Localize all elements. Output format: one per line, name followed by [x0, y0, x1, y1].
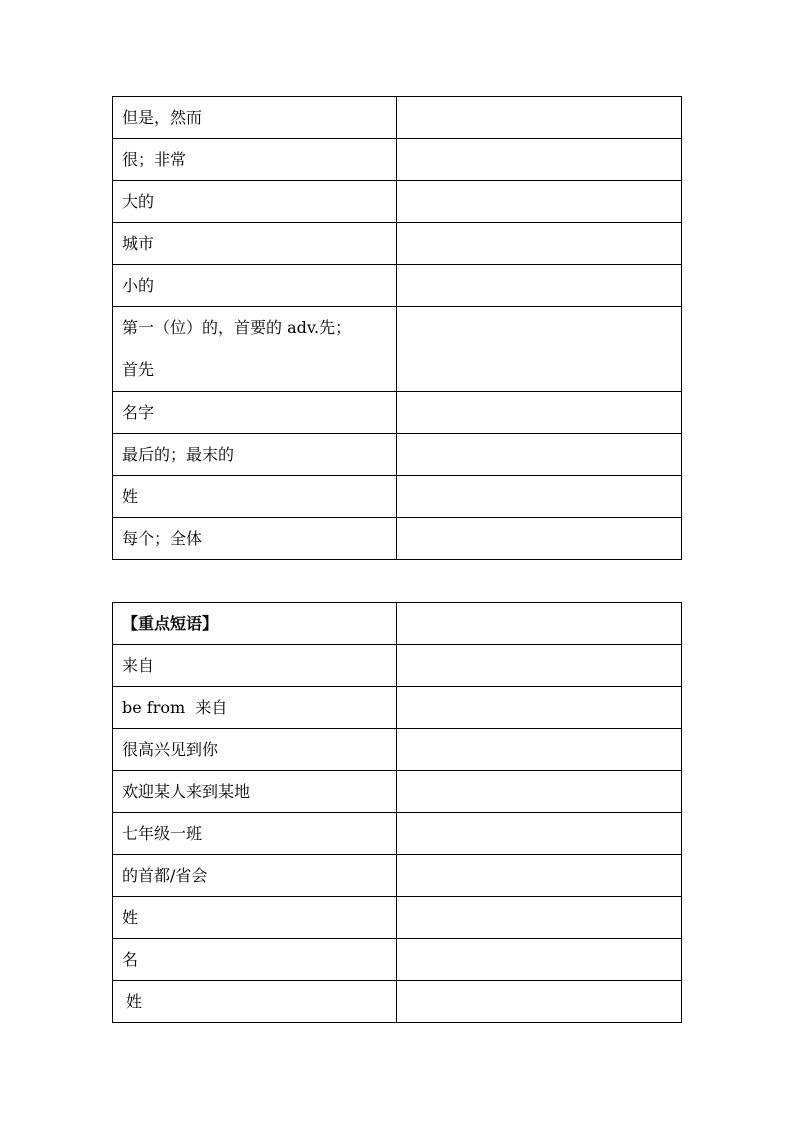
term-cell: 姓: [113, 981, 397, 1023]
table-row: [113, 97, 682, 139]
section-heading: 【重点短语】: [113, 603, 397, 645]
table-row: [113, 518, 682, 560]
term-line: 第一（位）的，首要的 adv.先；: [122, 318, 352, 337]
table-row: [113, 139, 682, 181]
term-cell: 来自: [113, 645, 397, 687]
phrases-table: [112, 602, 682, 1023]
vocabulary-table: [112, 96, 682, 560]
table-header-row: [113, 603, 682, 645]
answer-cell[interactable]: [397, 223, 682, 265]
table-row: [113, 939, 682, 981]
term-cell: 欢迎某人来到某地: [113, 771, 397, 813]
term-cell: 小的: [113, 265, 397, 307]
term-cell: 七年级一班: [113, 813, 397, 855]
term-cell: 最后的；最末的: [113, 434, 397, 476]
term-cell: 名: [113, 939, 397, 981]
answer-cell[interactable]: [397, 939, 682, 981]
answer-cell[interactable]: [397, 687, 682, 729]
answer-cell[interactable]: [397, 307, 682, 392]
answer-cell[interactable]: [397, 518, 682, 560]
answer-cell[interactable]: [397, 855, 682, 897]
answer-cell[interactable]: [397, 265, 682, 307]
table-row: [113, 729, 682, 771]
term-line: 首先: [122, 360, 155, 379]
answer-cell[interactable]: [397, 981, 682, 1023]
term-cell: [113, 307, 397, 392]
term-cell: 的首都/省会: [113, 855, 397, 897]
table-row: [113, 476, 682, 518]
answer-cell[interactable]: [397, 729, 682, 771]
table-row: [113, 223, 682, 265]
answer-cell[interactable]: [397, 603, 682, 645]
table-row: [113, 265, 682, 307]
answer-cell[interactable]: [397, 181, 682, 223]
answer-cell[interactable]: [397, 813, 682, 855]
term-cell: 姓: [113, 897, 397, 939]
table-row: [113, 434, 682, 476]
term-cell: 名字: [113, 392, 397, 434]
term-cell: 很；非常: [113, 139, 397, 181]
table-row: [113, 687, 682, 729]
term-cell: 大的: [113, 181, 397, 223]
term-cell: 很高兴见到你: [113, 729, 397, 771]
term-cell: 姓: [113, 476, 397, 518]
table-row: [113, 981, 682, 1023]
table-row: [113, 897, 682, 939]
term-cell: 但是，然而: [113, 97, 397, 139]
term-cell: 城市: [113, 223, 397, 265]
answer-cell[interactable]: [397, 97, 682, 139]
table-row: [113, 392, 682, 434]
answer-cell[interactable]: [397, 139, 682, 181]
table-row: [113, 645, 682, 687]
answer-cell[interactable]: [397, 476, 682, 518]
answer-cell[interactable]: [397, 771, 682, 813]
answer-cell[interactable]: [397, 392, 682, 434]
table-row: [113, 181, 682, 223]
table-row: [113, 855, 682, 897]
table-row: [113, 813, 682, 855]
table-row: [113, 771, 682, 813]
answer-cell[interactable]: [397, 645, 682, 687]
answer-cell[interactable]: [397, 897, 682, 939]
table-row: [113, 307, 682, 392]
term-cell: be from 来自: [113, 687, 397, 729]
answer-cell[interactable]: [397, 434, 682, 476]
term-cell: 每个；全体: [113, 518, 397, 560]
